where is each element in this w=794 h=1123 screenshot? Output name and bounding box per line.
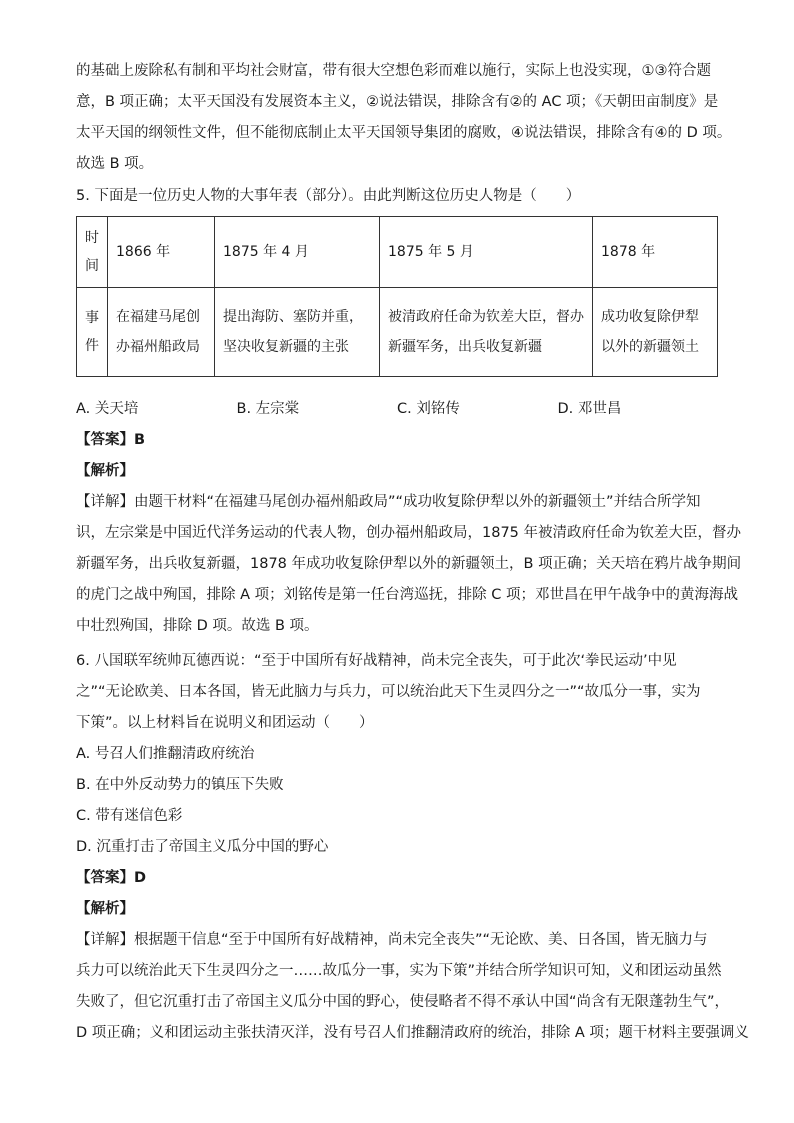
question-5-stem: 5. 下面是一位历史人物的大事年表（部分）。由此判断这位历史人物是（ ） xyxy=(76,188,581,204)
question-5-options xyxy=(76,393,718,425)
text-line: 太平天国的纲领性文件，但不能彻底制止太平天国领导集团的腐败，④说法错误，排除含有④的 D 项。 xyxy=(76,125,732,141)
table-cell-event xyxy=(593,288,718,377)
event-text: 办福州船政局 xyxy=(116,339,200,355)
text-line: 中壮烈殉国，排除 D 项。故选 B 项。 xyxy=(76,618,319,634)
option-c: C. 带有迷信色彩 xyxy=(76,808,183,824)
analysis-label: 【解析】 xyxy=(76,463,134,479)
event-text: 在福建马尾创 xyxy=(116,309,200,325)
text-line: 【详解】根据题干信息“至于中国所有好战精神，尚未完全丧失”“无论欧、美、日各国，皆无脑力与 xyxy=(76,932,708,948)
table-cell-date: 1878 年 xyxy=(593,217,718,288)
question-5-explanation xyxy=(76,487,742,642)
text-line: 的基础上废除私有制和平均社会财富，带有很大空想色彩而难以施行，实际上也没实现，①③符合题 xyxy=(76,63,711,79)
analysis-label: 【解析】 xyxy=(76,901,134,917)
table-cell-date: 1875 年 5 月 xyxy=(380,217,593,288)
event-text: 新疆军务，出兵收复新疆 xyxy=(388,339,542,355)
answer-label: 【答案】B xyxy=(76,432,146,448)
option-b: B. 在中外反动势力的镇压下失败 xyxy=(76,777,284,793)
event-text: 提出海防、塞防并重， xyxy=(223,309,363,325)
text-line: 的虎门之战中殉国，排除 A 项；刘铭传是第一任台湾巡抚，排除 C 项；邓世昌在甲午战争中的黄海海战 xyxy=(76,587,738,603)
table-row xyxy=(77,217,718,288)
table-row xyxy=(77,288,718,377)
option-d: D. 邓世昌 xyxy=(557,401,622,417)
question-6-explanation xyxy=(76,925,749,1049)
question-6-options xyxy=(76,739,718,863)
question-6-stem xyxy=(76,646,718,739)
event-text: 被清政府任命为钦差大臣，督办 xyxy=(388,309,584,325)
table-cell-date: 1866 年 xyxy=(108,217,215,288)
answer-label: 【答案】D xyxy=(76,870,147,886)
document-page xyxy=(76,56,749,1049)
intro-paragraph xyxy=(76,56,732,180)
text-line: 6. 八国联军统帅瓦德西说：“至于中国所有好战精神，尚未完全丧失，可于此次‘拳民运动’中见 xyxy=(76,653,677,669)
table-cell-date: 1875 年 4 月 xyxy=(215,217,380,288)
text-line: 【详解】由题干材料“在福建马尾创办福州船政局”“成功收复除伊犁以外的新疆领土”并结合所学知 xyxy=(76,494,701,510)
text-line: 识，左宗棠是中国近代洋务运动的代表人物，创办福州船政局，1875 年被清政府任命为钦差大臣，督办 xyxy=(76,525,742,541)
option-b: B. 左宗棠 xyxy=(236,401,300,417)
text-line: 意，B 项正确；太平天国没有发展资本主义，②说法错误，排除含有②的 AC 项；《天朝田亩制度》是 xyxy=(76,94,719,110)
option-c: C. 刘铭传 xyxy=(397,401,460,417)
table-cell-event xyxy=(108,288,215,377)
text-line: 新疆军务，出兵收复新疆，1878 年成功收复除伊犁以外的新疆领土，B 项正确；关天培在鸦片战争期间 xyxy=(76,556,742,572)
event-text: 坚决收复新疆的主张 xyxy=(223,339,349,355)
option-a: A. 号召人们推翻清政府统治 xyxy=(76,746,255,762)
table-cell-event xyxy=(380,288,593,377)
text-line: 兵力可以统治此天下生灵四分之一……故瓜分一事，实为下策”并结合所学知识可知，义和团运动虽然 xyxy=(76,963,722,979)
text-line: D 项正确；义和团运动主张扶清灭洋，没有号召人们推翻清政府的统治，排除 A 项；题干材料主要强调义 xyxy=(76,1025,749,1041)
text-line: 故选 B 项。 xyxy=(76,156,154,172)
question-5-chronology-table xyxy=(76,216,718,377)
option-a: A. 关天培 xyxy=(76,401,139,417)
event-text: 成功收复除伊犁 xyxy=(601,309,699,325)
event-text: 以外的新疆领土 xyxy=(601,339,699,355)
text-line: 之”“无论欧美、日本各国，皆无此脑力与兵力，可以统治此天下生灵四分之一”“故瓜分一事，实为 xyxy=(76,684,701,700)
table-header-event: 事件 xyxy=(77,288,108,377)
option-d: D. 沉重打击了帝国主义瓜分中国的野心 xyxy=(76,839,329,855)
table-cell-event xyxy=(215,288,380,377)
text-line: 下策”。以上材料旨在说明义和团运动（ ） xyxy=(76,715,374,731)
table-header-time: 时间 xyxy=(77,217,108,288)
text-line: 失败了，但它沉重打击了帝国主义瓜分中国的野心，使侵略者不得不承认中国“尚含有无限蓬勃生气”， xyxy=(76,994,730,1010)
